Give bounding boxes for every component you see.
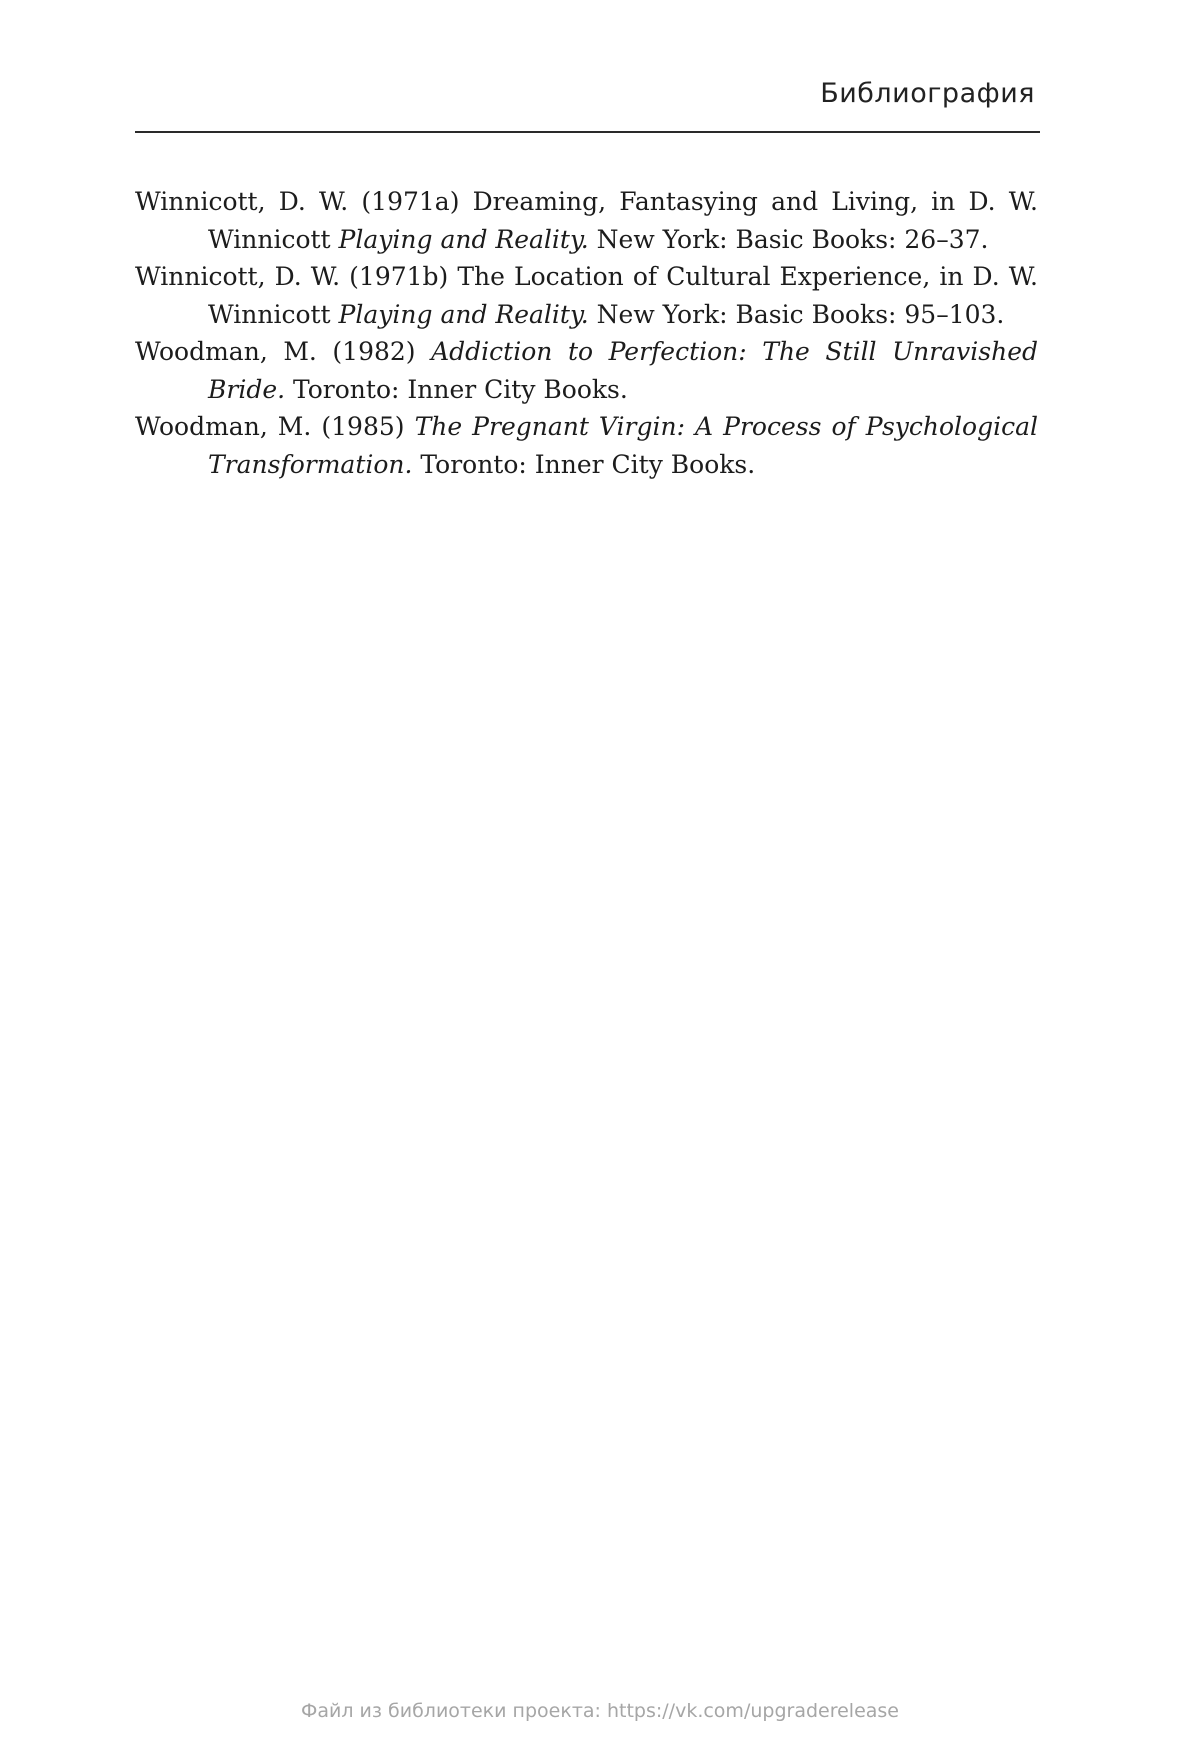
bibliography-entry [135,333,1038,408]
source-footer-note: Файл из библиотеки проекта: https://vk.com/upgraderelease [301,1700,899,1722]
entry-publication: New York: Basic Books: 95–103. [588,299,1005,329]
entry-author-info: Woodman, M. (1982) [135,337,432,366]
header-rule [135,131,1040,133]
entry-publication: Toronto: Inner City Books. [285,374,628,404]
entry-title: Playing and Reality. [338,299,589,329]
entry-title: Addiction to Perfection: The Still Unravished Bride. [208,337,1038,404]
entry-author-info: Winnicott, D. W. (1971a) Dreaming, Fantasying and Living, in D. W. Winnicott [135,187,1038,254]
entry-publication: Toronto: Inner City Books. [412,449,756,479]
entry-publication: New York: Basic Books: 26–37. [588,224,989,254]
bibliography-entry [135,258,1038,333]
bibliography-entry [135,183,1038,258]
bibliography-list [135,183,1038,483]
entry-title: Playing and Reality. [338,224,589,254]
running-head-title: Библиография [820,78,1035,109]
entry-title: The Pregnant Virgin: A Process of Psychological Transformation. [208,412,1039,479]
entry-author-info: Winnicott, D. W. (1971b) The Location of Cultural Experience, in D. W. Winnicott [135,262,1038,329]
bibliography-entry [135,408,1038,483]
entry-author-info: Woodman, M. (1985) [135,412,415,441]
